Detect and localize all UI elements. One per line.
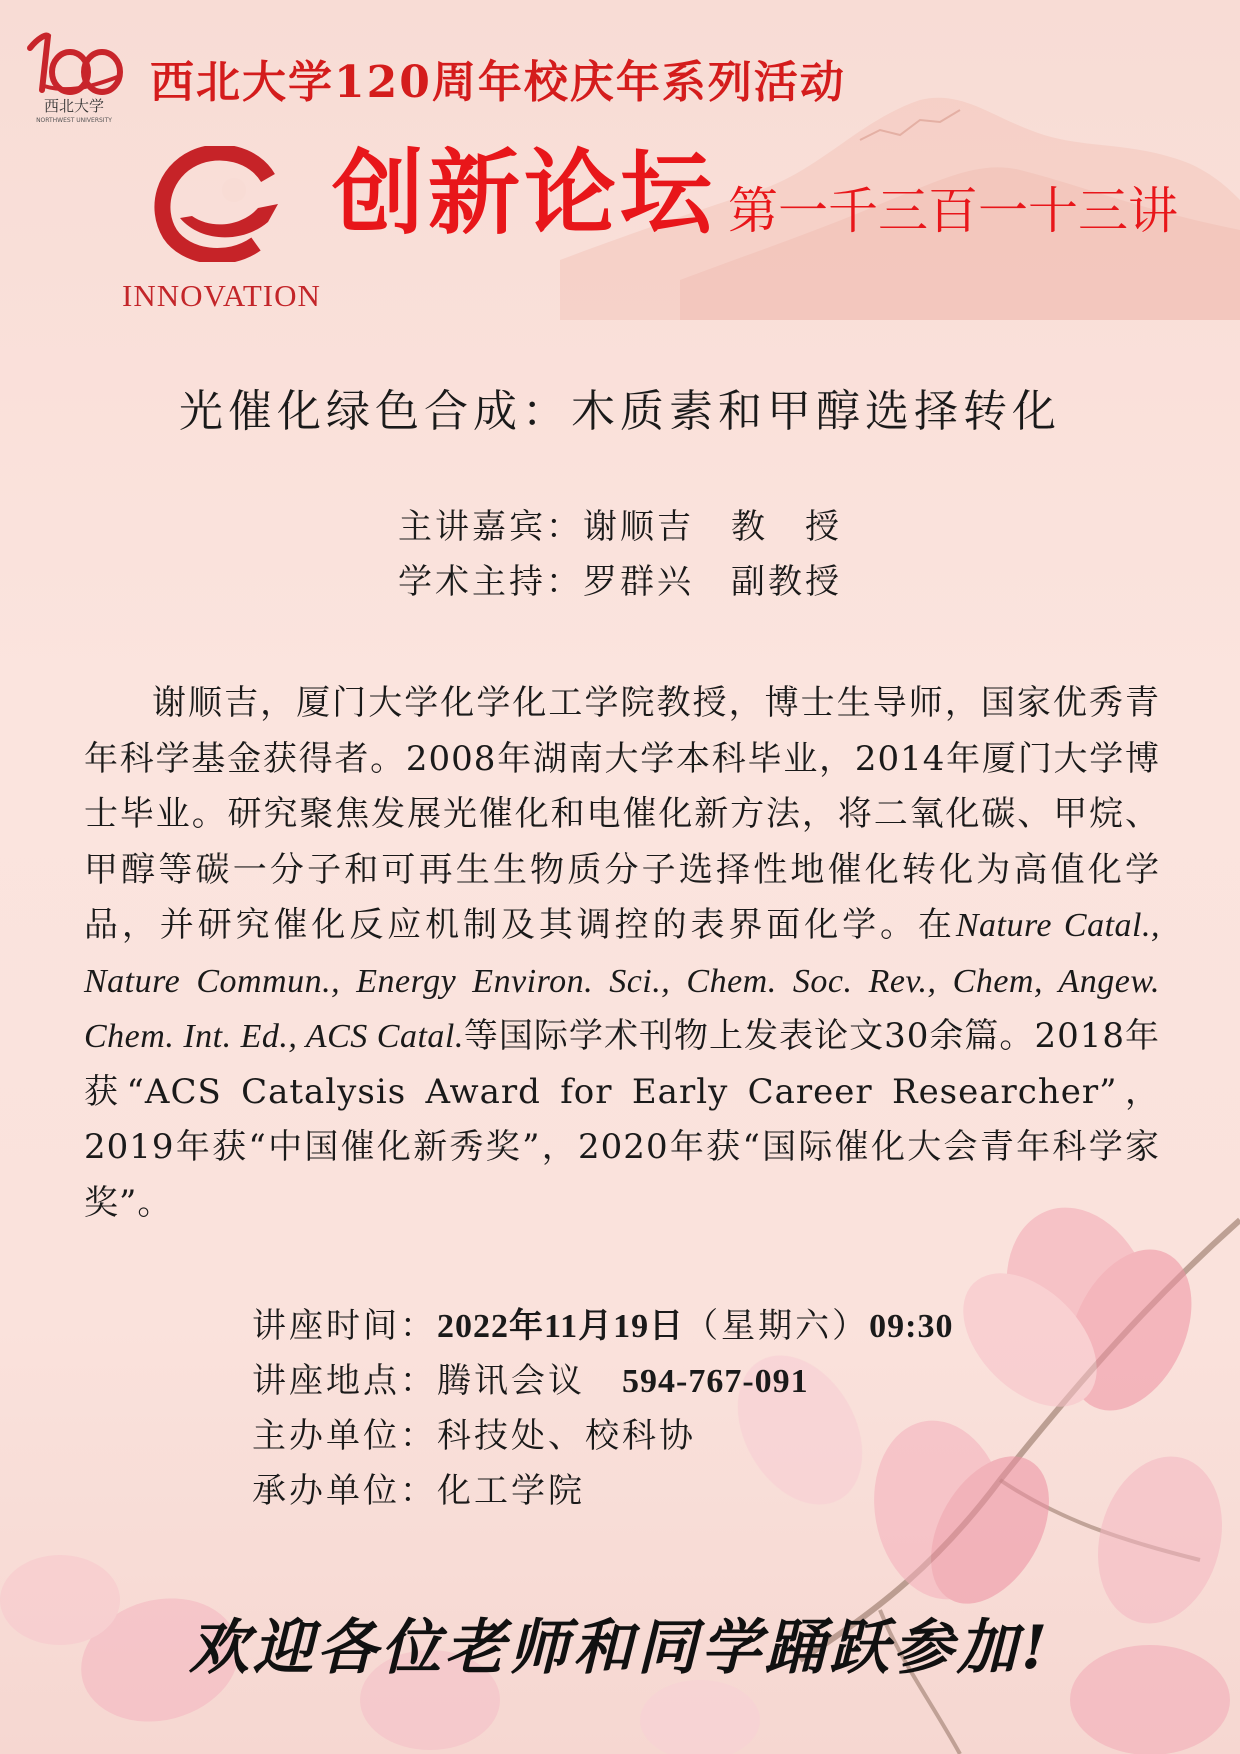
innovation-logo-text: INNOVATION [122, 278, 321, 313]
bio-journals: Nature Catal., Nature Commun., Energy Environ. Sci., Chem. Soc. Rev., Chem, Angew. Chem. Int. Ed., ACS Catal. [84, 907, 1160, 1055]
bio-text-part2: 等国际学术刊物上发表论文30余篇。2018年获“ACS Catalysis Award for Early Career Researcher”，2019年获“中国催化新秀奖”，2020年获“国际催化大会青年科学家奖”。 [84, 1016, 1160, 1223]
bio-text-part1: 谢顺吉，厦门大学化学化工学院教授，博士生导师，国家优秀青年科学基金获得者。2008年湖南大学本科毕业，2014年厦门大学博士毕业。研究聚焦发展光催化和电催化新方法，将二氧化碳、甲烷、甲醇等碳一分子和可再生生物质分子选择性地催化转化为高值化学品，并研究催化反应机制及其调控的表界面化学。在 [84, 683, 1160, 945]
host-line [0, 562, 1240, 603]
meeting-id: 594-767-091 [622, 1363, 809, 1400]
speaker-label: 主讲嘉宾： [398, 507, 583, 547]
host-title: 副教授 [731, 562, 842, 602]
time-weekday: （星期六） [684, 1306, 870, 1346]
university-logo-english: NORTHWEST UNIVERSITY [36, 117, 112, 124]
speaker-bio [84, 676, 1160, 1231]
speaker-name: 谢顺吉 [583, 507, 694, 547]
time-date: 2022年11月19日 [437, 1308, 685, 1345]
welcome-message: 欢迎各位老师和同学踊跃参加! [188, 1613, 1052, 1683]
venue-value: 腾讯会议 [437, 1361, 585, 1401]
host-name: 罗群兴 [583, 562, 694, 602]
host-label: 学术主持： [398, 562, 583, 602]
innovation-logo [150, 146, 290, 262]
speaker-line [0, 507, 1240, 548]
speaker-title: 教 授 [731, 507, 842, 547]
time-clock: 09:30 [869, 1308, 954, 1345]
talk-title: 光催化绿色合成：木质素和甲醇选择转化 [179, 386, 1061, 437]
time-label: 讲座时间： [252, 1306, 437, 1346]
lecture-number: 第一千三百一十三讲 [728, 182, 1178, 240]
event-series-title: 西北大学120周年校庆年系列活动 [150, 57, 846, 108]
organizer-value: 科技处、校科协 [437, 1416, 696, 1456]
university-logo [24, 26, 124, 134]
university-logo-name: 西北大学 [43, 97, 105, 115]
venue-label: 讲座地点： [252, 1361, 437, 1401]
lecture-venue [252, 1361, 809, 1403]
organizer-label: 主办单位： [252, 1416, 437, 1456]
undertaker-value: 化工学院 [437, 1471, 585, 1511]
forum-title: 创新论坛 [332, 140, 717, 247]
undertaker-label: 承办单位： [252, 1471, 437, 1511]
lecture-time [252, 1306, 953, 1348]
undertaker [252, 1471, 585, 1512]
organizer [252, 1416, 696, 1457]
